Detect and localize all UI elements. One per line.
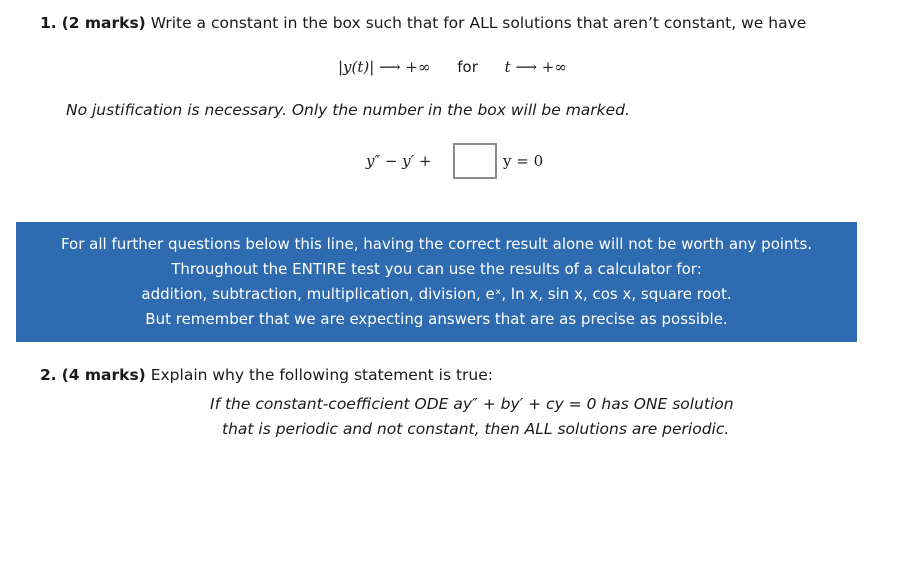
question-2-marks: (4 marks) xyxy=(61,366,146,384)
for-word: for xyxy=(457,58,478,76)
question-1-prompt: Write a constant in the box such that for ALL solutions that aren’t constant, we have xyxy=(150,14,807,32)
equation-left: y″ − y′ + xyxy=(366,152,432,170)
question-2-header xyxy=(40,366,493,384)
banner-line-3: addition, subtraction, multiplication, division, eˣ, ln x, sin x, cos x, square root. xyxy=(141,285,732,303)
banner-line-1: For all further questions below this line, having the correct result alone will not be worth any points. xyxy=(60,235,813,253)
banner-line-2: Throughout the ENTIRE test you can use the results of a calculator for: xyxy=(171,260,702,278)
question-2-prompt: Explain why the following statement is true: xyxy=(150,366,494,384)
t-arrow: ⟶ xyxy=(515,58,537,76)
question-1-marks: (2 marks) xyxy=(61,14,146,32)
answer-box[interactable] xyxy=(453,143,497,179)
limit-lhs: |y(t)| xyxy=(338,58,375,76)
equation-right: y = 0 xyxy=(503,152,544,170)
limit-condition xyxy=(338,58,567,76)
question-2-number: 2. xyxy=(40,366,57,384)
statement-line-1: If the constant-coefficient ODE ay″ + by′ + cy = 0 has ONE solution xyxy=(210,395,734,413)
instructions-banner xyxy=(16,222,857,342)
limit-arrow: ⟶ xyxy=(379,58,401,76)
banner-line-4: But remember that we are expecting answers that are as precise as possible. xyxy=(145,310,728,328)
statement-line-2: that is periodic and not constant, then ALL solutions are periodic. xyxy=(222,420,730,438)
t-infinity: +∞ xyxy=(541,58,567,76)
question-1-header xyxy=(40,14,806,32)
question-1-number: 1. xyxy=(40,14,57,32)
question-1-note: No justification is necessary. Only the number in the box will be marked. xyxy=(66,101,630,119)
t-variable: t xyxy=(504,58,511,76)
limit-infinity: +∞ xyxy=(405,58,431,76)
